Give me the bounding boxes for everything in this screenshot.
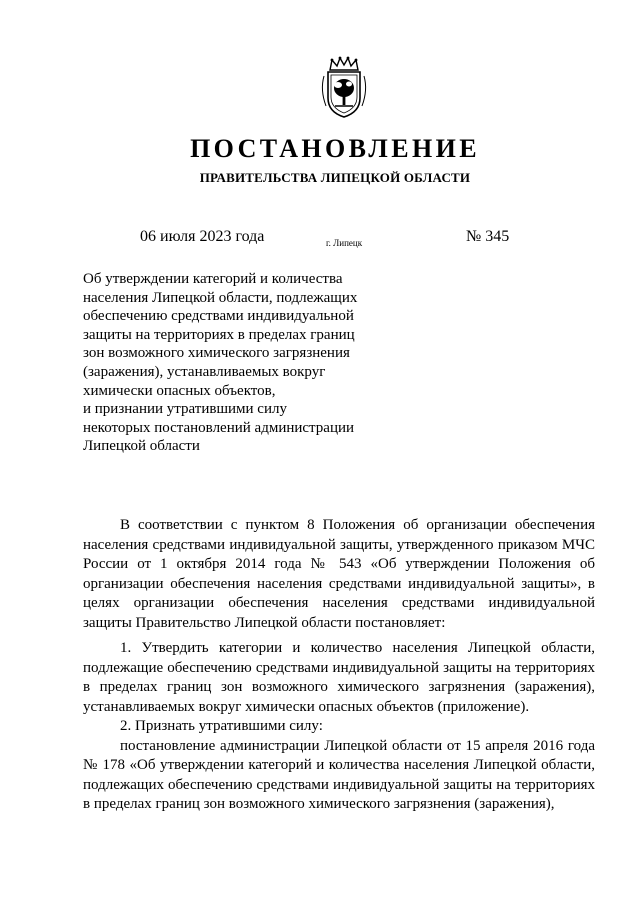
document-number: № 345 [466, 228, 510, 245]
preamble-paragraph: В соответствии с пунктом 8 Положения об организации обеспечения населения средствами индивидуальной защиты, утвержденного приказом МЧС России от 1 октября 2014 года № 543 «Об утверждении Положения об организации обеспечения населения средствами индивидуальной защиты», в целях организации обеспечения населения средствами индивидуальной защиты Правительство Липецкой области постановляет: [83, 517, 595, 631]
subject-line: Об утверждении категорий и количества [83, 271, 343, 287]
subject-line: населения Липецкой области, подлежащих [83, 289, 358, 306]
issuer-title: ПРАВИТЕЛЬСТВА ЛИПЕЦКОЙ ОБЛАСТИ [199, 170, 471, 185]
subject-line: Липецкой области [83, 438, 200, 455]
subject-line: химически опасных объектов, [83, 382, 276, 399]
document-subject [83, 270, 383, 456]
item-2-paragraph: 2. Признать утратившими силу: [120, 718, 323, 734]
document-date: 06 июля 2023 года [140, 228, 265, 245]
document-body [83, 516, 595, 815]
subject-line: (заражения), устанавливаемых вокруг [83, 363, 326, 380]
item-1-paragraph: 1. Утвердить категории и количество населения Липецкой области, подлежащие обеспечению средствами индивидуальной защиты на территориях в пределах границ зон возможного химического загрязнения (заражения), устанавливаемых вокруг химически опасных объектов (приложение). [83, 640, 595, 715]
subject-line: защиты на территориях в пределах границ [83, 326, 355, 343]
subject-line: обеспечению средствами индивидуальной [83, 308, 354, 325]
coat-of-arms-icon [318, 56, 370, 120]
document-city: г. Липецк [326, 238, 363, 248]
subject-line: и признании утратившими силу [83, 401, 287, 418]
document-type-title: ПОСТАНОВЛЕНИЕ [190, 134, 480, 163]
subject-line: зон возможного химического загрязнения [83, 345, 350, 362]
subject-line: некоторых постановлений администрации [83, 419, 355, 436]
item-2-sub-paragraph: постановление администрации Липецкой области от 15 апреля 2016 года № 178 «Об утверждении категорий и количества населения Липецкой области, подлежащих обеспечению средствами индивидуальной защиты на территориях в пределах границ зон возможного химического загрязнения (заражения), [83, 737, 595, 812]
